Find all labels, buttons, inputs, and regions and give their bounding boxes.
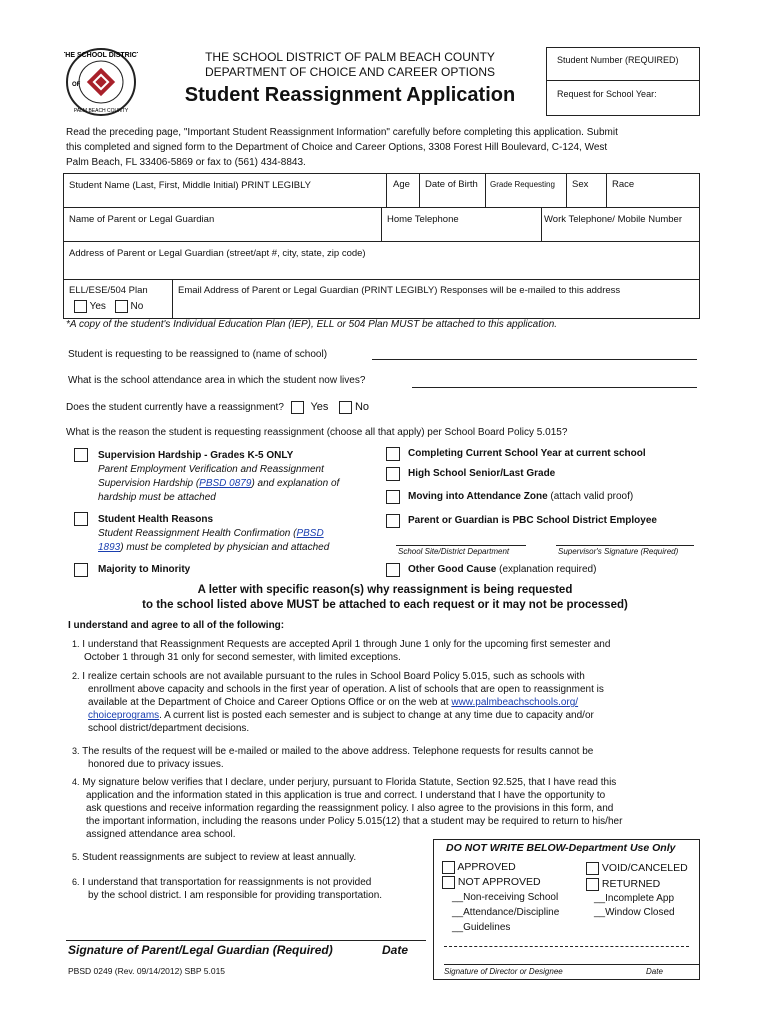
agree-item-6: 6. I understand that transportation for reassignments is not provided by the school district. I am responsible for providing transportation. — [72, 877, 383, 901]
moving-checkbox[interactable] — [386, 490, 400, 504]
ell-yes-label: Yes — [89, 301, 106, 313]
not-approved-label: NOT APPROVED — [457, 876, 541, 888]
ell-no-checkbox[interactable] — [115, 300, 128, 313]
student-info-table — [63, 173, 700, 319]
intro-text: Read the preceding page, "Important Student Reassignment Information" carefully before completing this application. Submit this completed and signed form to the Department of Choice and Career Options, 3308 Forest Hill Boulevard, C-124, West Palm Beach, FL 33406-5869 or fax to (561) 434-8843. — [66, 127, 618, 168]
completing-year-checkbox[interactable] — [386, 447, 400, 461]
void-checkbox[interactable] — [586, 862, 599, 875]
employee-label: Parent or Guardian is PBC School District Employee — [408, 515, 657, 526]
work-telephone-field[interactable]: Work Telephone/ Mobile Number — [541, 207, 700, 242]
pbsd-1893-link-cont[interactable]: 1893 — [98, 542, 121, 553]
dob-field[interactable]: Date of Birth — [419, 173, 486, 208]
student-number-label: Student Number (REQUIRED) — [557, 55, 679, 65]
director-signature-label: Signature of Director or Designee — [444, 967, 563, 976]
director-signature-input[interactable] — [444, 946, 689, 947]
returned-label: RETURNED — [601, 878, 661, 890]
other-cause-label: Other Good Cause (explanation required) — [408, 564, 597, 575]
agree-item-2: 2. I realize certain schools are not available pursuant to the rules in School Board Policy 5.015, such as schools with enrollment above capacity and schools in the first year of operation. A list of schools that are open to reassignment is available at the Department of Choice and Career Options Office or on the web at www.palmbeachschools.org/ choiceprograms. A current list is posted each semester and is subject to change at any time due to capacity and/or school district/department decisions. — [72, 671, 604, 734]
attendance-option[interactable]: __Attendance/Discipline — [452, 907, 560, 918]
age-field[interactable]: Age — [386, 173, 420, 208]
department-name: DEPARTMENT OF CHOICE AND CAREER OPTIONS — [204, 65, 496, 79]
ell-no-label: No — [130, 301, 144, 313]
question-school-name: Student is requesting to be reassigned to (name of school) — [68, 349, 328, 360]
grade-field[interactable]: Grade Requesting — [485, 173, 567, 208]
attendance-area-input[interactable] — [412, 387, 697, 388]
student-name-field[interactable]: Student Name (Last, First, Middle Initial) PRINT LEGIBLY — [63, 173, 387, 208]
ell-yes-checkbox[interactable] — [74, 300, 87, 313]
choiceprograms-link[interactable]: choiceprograms — [88, 710, 160, 721]
district-name: THE SCHOOL DISTRICT OF PALM BEACH COUNTY — [205, 50, 495, 64]
incomplete-option[interactable]: __Incomplete App — [594, 893, 675, 904]
agree-item-5: 5. Student reassignments are subject to review at least annually. — [72, 852, 357, 863]
guidelines-option[interactable]: __Guidelines — [452, 922, 511, 933]
senior-label: High School Senior/Last Grade — [408, 468, 556, 479]
home-telephone-field[interactable]: Home Telephone — [381, 207, 542, 242]
pbsd-1893-link[interactable]: PBSD — [296, 528, 324, 539]
supervisor-signature-label: Supervisor's Signature (Required) — [558, 547, 679, 556]
agree-item-1: 1. I understand that Reassignment Requests are accepted April 1 through June 1 only for the upcoming first semester and October 1 through 31 only for second semester, with limited exceptions. — [72, 639, 611, 663]
logo-text-bottom: PALM BEACH COUNTY — [73, 108, 129, 114]
agree-item-4: 4. My signature below verifies that I declare, under perjury, pursuant to Florida Statute, Section 92.525, that I have read this application and the information stated in this application is true and correct. I understand that I have the opportunity to ask questions and receive information regarding the reassignment policy. I also agree to the provisions in this form, and the important information, including the reasons under Policy 5.015(12) that a student may be required to return to his/her assigned attendance area school. — [72, 777, 623, 840]
supervision-hardship-option: Supervision Hardship - Grades K-5 ONLY Parent Employment Verification and Reassignment Supervision Hardship (PBSD 0879) and explanation of hardship must be attached — [98, 450, 340, 503]
agree-heading: I understand and agree to all of the following: — [68, 620, 285, 631]
supervisor-signature-input[interactable] — [556, 545, 694, 546]
director-date-label: Date — [646, 967, 663, 976]
void-label: VOID/CANCELED — [601, 862, 688, 874]
address-field[interactable]: Address of Parent or Legal Guardian (street/apt #, city, state, zip code) — [63, 241, 700, 280]
email-field[interactable]: Email Address of Parent or Legal Guardian (PRINT LEGIBLY) Responses will be e-mailed to this address — [172, 279, 700, 319]
question-attendance-area: What is the school attendance area in which the student now lives? — [68, 375, 366, 386]
department-use-title: DO NOT WRITE BELOW-Department Use Only — [446, 842, 676, 854]
other-cause-checkbox[interactable] — [386, 563, 400, 577]
majority-minority-label: Majority to Minority — [98, 564, 191, 575]
reassignment-yes-label: Yes — [310, 401, 329, 414]
approved-checkbox[interactable] — [442, 861, 455, 874]
palmbeachschools-link[interactable]: www.palmbeachschools.org/ — [451, 697, 579, 708]
letter-requirement: A letter with specific reason(s) why reassignment is being requested to the school listed above MUST be attached to each request or it may not be processed) — [142, 584, 628, 611]
reassignment-no-checkbox[interactable] — [339, 401, 352, 414]
sex-field[interactable]: Sex — [566, 173, 607, 208]
senior-checkbox[interactable] — [386, 467, 400, 481]
not-approved-checkbox[interactable] — [442, 876, 455, 889]
ell-plan-field: ELL/ESE/504 Plan Yes No — [63, 279, 173, 319]
reassignment-yes-checkbox[interactable] — [291, 401, 304, 414]
parent-signature-label: Signature of Parent/Legal Guardian (Required) — [68, 943, 333, 957]
student-number-box[interactable] — [546, 47, 700, 116]
race-field[interactable]: Race — [606, 173, 700, 208]
approved-label: APPROVED — [457, 861, 516, 873]
majority-minority-checkbox[interactable] — [74, 563, 88, 577]
question-current-reassignment: Does the student currently have a reassignment? Yes No — [66, 401, 370, 414]
employee-checkbox[interactable] — [386, 514, 400, 528]
site-dept-label: School Site/District Department — [398, 547, 510, 556]
supervision-hardship-checkbox[interactable] — [74, 448, 88, 462]
nonreceiving-option[interactable]: __Non-receiving School — [452, 892, 559, 903]
moving-label: Moving into Attendance Zone (attach valid proof) — [408, 491, 634, 502]
window-closed-option[interactable]: __Window Closed — [594, 907, 675, 918]
pbsd-0879-link[interactable]: PBSD 0879 — [199, 478, 252, 489]
school-name-input[interactable] — [372, 359, 697, 360]
agree-item-3: 3. The results of the request will be e-mailed or mailed to the above address. Telephone requests for results cannot be honored due to privacy issues. — [72, 746, 594, 770]
completing-year-label: Completing Current School Year at current school — [408, 448, 646, 459]
returned-checkbox[interactable] — [586, 878, 599, 891]
health-reasons-option: Student Health Reasons Student Reassignment Health Confirmation (PBSD 1893) must be completed by physician and attached — [98, 514, 330, 553]
department-use-box — [433, 839, 700, 980]
form-id: PBSD 0249 (Rev. 09/14/2012) SBP 5.015 — [68, 966, 226, 976]
parent-date-label: Date — [382, 943, 409, 957]
parent-name-field[interactable]: Name of Parent or Legal Guardian — [63, 207, 382, 242]
school-year-label: Request for School Year: — [557, 89, 657, 99]
parent-signature-input[interactable] — [66, 940, 426, 941]
logo-text-left: OF — [72, 82, 81, 88]
site-dept-input[interactable] — [396, 545, 526, 546]
question-reason: What is the reason the student is requesting reassignment (choose all that apply) per School Board Policy 5.015? — [66, 427, 568, 438]
logo-text-top: THE SCHOOL DISTRICT — [64, 52, 138, 59]
iep-note: *A copy of the student's Individual Education Plan (IEP), ELL or 504 Plan MUST be attached to this application. — [66, 319, 558, 330]
health-reasons-checkbox[interactable] — [74, 512, 88, 526]
reassignment-no-label: No — [354, 401, 370, 414]
page-title: Student Reassignment Application — [184, 84, 516, 106]
district-logo — [64, 46, 138, 118]
